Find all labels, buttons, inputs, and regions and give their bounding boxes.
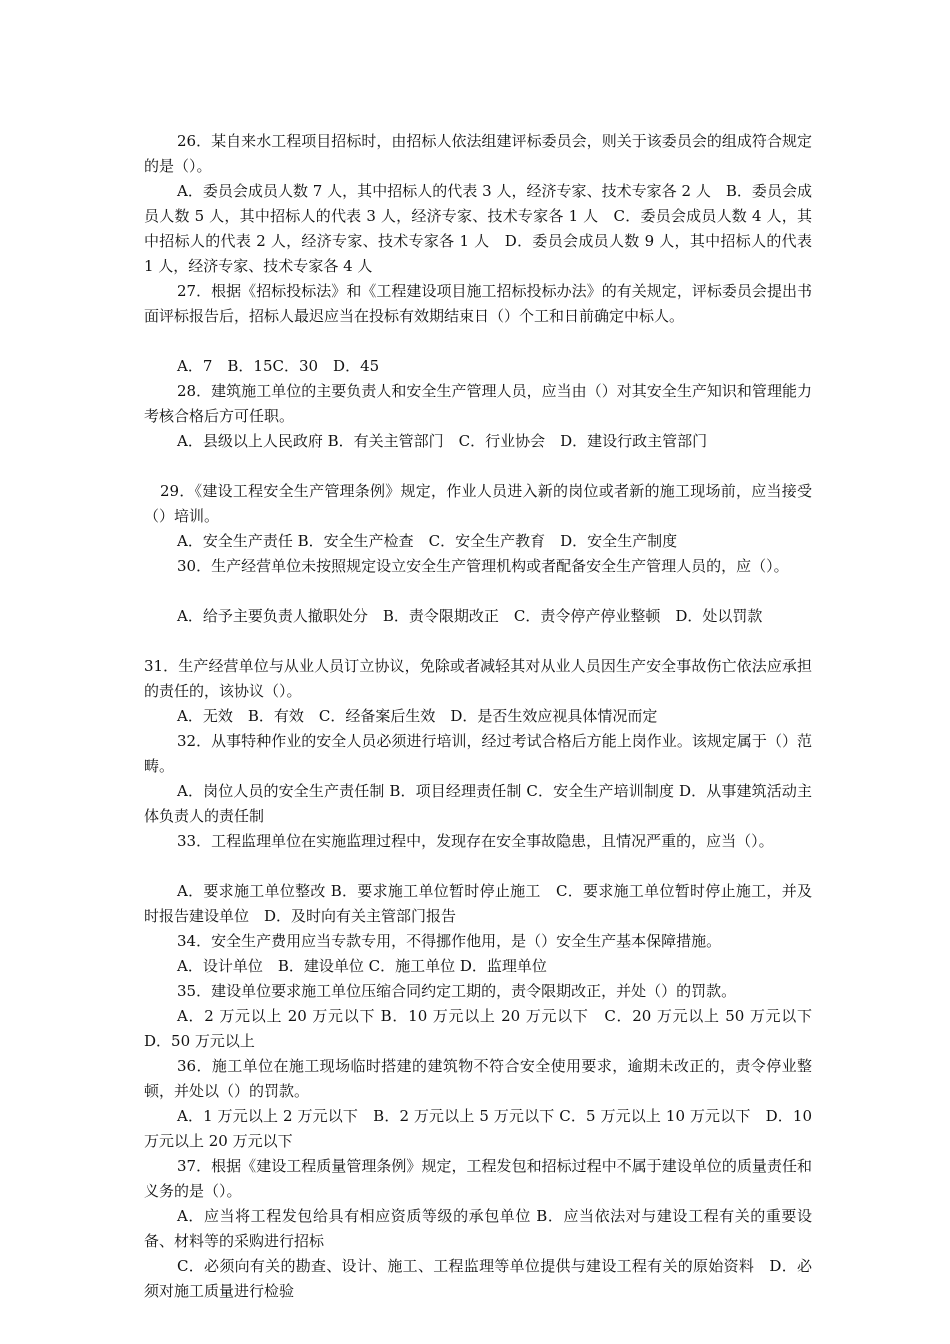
question-27: 27．根据《招标投标法》和《工程建设项目施工招标投标办法》的有关规定，评标委员会提出书面评标报告后，招标人最迟应当在投标有效期结束日（）个工和日前确定中标人。 bbox=[144, 282, 812, 325]
question-32-options: A．岗位人员的安全生产责任制 B．项目经理责任制 C．安全生产培训制度 D．从事建筑活动主体负责人的责任制 bbox=[144, 782, 812, 825]
question-29: 29．《建设工程安全生产管理条例》规定，作业人员进入新的岗位或者新的施工现场前，应当接受（）培训。 bbox=[144, 482, 812, 525]
question-28: 28．建筑施工单位的主要负责人和安全生产管理人员，应当由（）对其安全生产知识和管理能力考核合格后方可任职。 bbox=[144, 382, 812, 425]
question-37: 37．根据《建设工程质量管理条例》规定，工程发包和招标过程中不属于建设单位的质量责任和义务的是（）。 bbox=[144, 1157, 812, 1200]
question-34: 34．安全生产费用应当专款专用，不得挪作他用，是（）安全生产基本保障措施。 bbox=[177, 932, 722, 950]
question-37-options-cd: C．必须向有关的勘查、设计、施工、工程监理等单位提供与建设工程有关的原始资料 D．必须对施工质量进行检验 bbox=[144, 1257, 812, 1300]
question-30: 30．生产经营单位未按照规定设立安全生产管理机构或者配备安全生产管理人员的，应（）。 bbox=[177, 557, 789, 575]
question-33: 33．工程监理单位在实施监理过程中，发现存在安全事故隐患，且情况严重的，应当（）。 bbox=[177, 832, 774, 850]
question-35-options: A．2 万元以上 20 万元以下 B．10 万元以上 20 万元以下 C．20 万元以上 50 万元以下 D．50 万元以上 bbox=[144, 1007, 828, 1050]
question-35: 35．建设单位要求施工单位压缩合同约定工期的，责令限期改正，并处（）的罚款。 bbox=[177, 982, 737, 1000]
question-31-options: A．无效 B．有效 C．经备案后生效 D．是否生效应视具体情况而定 bbox=[177, 707, 658, 725]
question-27-options: A．7 B．15C．30 D．45 bbox=[177, 357, 380, 375]
question-36-options: A．1 万元以上 2 万元以下 B．2 万元以上 5 万元以下 C．5 万元以上 10 万元以下 D．10 万元以上 20 万元以下 bbox=[144, 1107, 812, 1150]
question-33-options: A．要求施工单位整改 B．要求施工单位暂时停止施工 C．要求施工单位暂时停止施工，并及时报告建设单位 D．及时向有关主管部门报告 bbox=[144, 882, 812, 925]
question-34-options: A．设计单位 B．建设单位 C．施工单位 D．监理单位 bbox=[177, 957, 547, 975]
question-26-options: A．委员会成员人数 7 人，其中招标人的代表 3 人，经济专家、技术专家各 2 人 B．委员会成员人数 5 人，其中招标人的代表 3 人，经济专家、技术专家各 1 人 C．委员会成员人数 4 人，其中招标人的代表 2 人，经济专家、技术专家各 1 人 D．委员会成员人数 9 人，其中招标人的代表 1 人，经济专家、技术专家各 4 人 bbox=[144, 182, 812, 275]
question-30-options: A．给予主要负责人撤职处分 B．责令限期改正 C．责令停产停业整顿 D．处以罚款 bbox=[177, 607, 763, 625]
question-31: 31．生产经营单位与从业人员订立协议，免除或者减轻其对从业人员因生产安全事故伤亡依法应承担的责任的，该协议（）。 bbox=[144, 657, 812, 700]
question-29-options: A．安全生产责任 B．安全生产检查 C．安全生产教育 D．安全生产制度 bbox=[177, 532, 678, 550]
question-26: 26．某自来水工程项目招标时，由招标人依法组建评标委员会，则关于该委员会的组成符合规定的是（）。 bbox=[144, 132, 812, 175]
question-28-options: A．县级以上人民政府 B．有关主管部门 C．行业协会 D．建设行政主管部门 bbox=[177, 432, 708, 450]
question-32: 32．从事特种作业的安全人员必须进行培训，经过考试合格后方能上岗作业。该规定属于（）范畴。 bbox=[144, 732, 812, 775]
question-37-options-ab: A．应当将工程发包给具有相应资质等级的承包单位 B．应当依法对与建设工程有关的重要设备、材料等的采购进行招标 bbox=[144, 1207, 812, 1250]
question-36: 36．施工单位在施工现场临时搭建的建筑物不符合安全使用要求，逾期未改正的，责令停业整顿，并处以（）的罚款。 bbox=[144, 1057, 812, 1100]
